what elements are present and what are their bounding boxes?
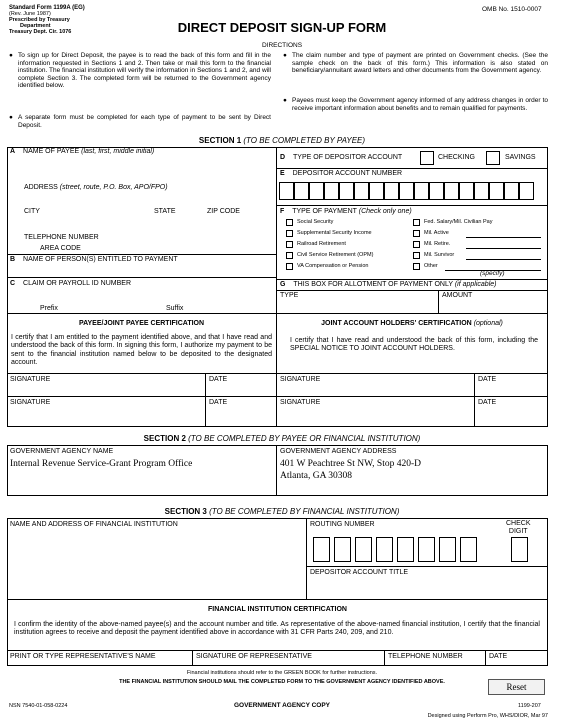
- joint-signature-label: SIGNATURE: [280, 376, 321, 383]
- fi-cert-text: I confirm the identity of the above-named payee(s) and the account number and title. As representative of the above-named financial institution, I certify that the financial institution agrees to receive and deposit the payment identified above in accordance with 31 CFR Parts 240, 209, and 210.: [14, 621, 540, 637]
- payment-type-label: Mil. Survivor: [424, 252, 455, 258]
- divider: [306, 518, 307, 599]
- direction-4: ● Payees must keep the Government agency informed of any address changes in order to receive important information about benefits and to remain qualified for payments.: [283, 97, 548, 112]
- joint-cert-text: I certify that I have read and understood the back of this form, including the SPECIAL NOTICE TO JOINT ACCOUNT HOLDERS.: [290, 337, 538, 353]
- reset-button[interactable]: Reset: [488, 679, 545, 695]
- payment-type-label: Other: [424, 263, 438, 269]
- account-digit[interactable]: [429, 182, 444, 200]
- form-name: Standard Form 1199A (EG): [9, 5, 85, 11]
- zip-label: ZIP CODE: [207, 208, 240, 215]
- joint2-date-field[interactable]: [478, 408, 544, 424]
- specify-label: (specify): [480, 270, 505, 277]
- claim-number-field[interactable]: [40, 290, 210, 304]
- joint-signature-field[interactable]: [280, 384, 472, 395]
- entitled-persons-field[interactable]: [10, 265, 272, 276]
- routing-digit[interactable]: [334, 537, 351, 562]
- payment-type-label: Railroad Retirement: [297, 241, 346, 247]
- payment-type-label: VA Compensation or Pension: [297, 263, 369, 269]
- ssi-checkbox[interactable]: [286, 230, 293, 237]
- routing-digit[interactable]: [313, 537, 330, 562]
- payment-type-label: Mil. Retire.: [424, 241, 451, 247]
- telephone-label: TELEPHONE NUMBER: [24, 234, 99, 241]
- account-digit[interactable]: [474, 182, 489, 200]
- routing-digit[interactable]: [376, 537, 393, 562]
- payee-date-field[interactable]: [209, 384, 273, 395]
- account-digit[interactable]: [324, 182, 339, 200]
- rep-telephone-label: TELEPHONE NUMBER: [388, 653, 463, 660]
- railroad-retirement-checkbox[interactable]: [286, 241, 293, 248]
- bullet-icon: ●: [9, 114, 13, 121]
- payee-name-field[interactable]: [10, 158, 272, 180]
- mail-instruction: THE FINANCIAL INSTITUTION SHOULD MAIL THE COMPLETED FORM TO THE GOVERNMENT AGENCY IDENTIFIED ABOVE.: [119, 679, 445, 685]
- payee-date-label: DATE: [209, 376, 228, 383]
- divider: [192, 650, 193, 666]
- directions-heading: DIRECTIONS: [261, 42, 303, 49]
- direction-3: ● The claim number and type of payment are printed on Government checks. (See the sample check on the back of this form.) This information is also stated on beneficiary/annuitant award letters and other documents from the Government agency.: [283, 52, 548, 75]
- prescribed-by: Prescribed by Treasury: [9, 17, 70, 23]
- form-number: 1199-207: [518, 703, 541, 709]
- divider: [384, 650, 385, 666]
- rep-name-label: PRINT OR TYPE REPRESENTATIVE'S NAME: [10, 653, 156, 660]
- divider: [7, 599, 548, 600]
- telephone-field[interactable]: [80, 242, 270, 253]
- mil-survivor-checkbox[interactable]: [413, 252, 420, 259]
- section1-divider: [276, 147, 277, 313]
- green-book-note: Financial institutions should refer to the GREEN BOOK for further instructions.: [186, 670, 378, 676]
- rep-signature-label: SIGNATURE OF REPRESENTATIVE: [196, 653, 312, 660]
- allotment-type-field[interactable]: [280, 300, 435, 312]
- account-digit[interactable]: [354, 182, 369, 200]
- fi-cert-title: FINANCIAL INSTITUTION CERTIFICATION: [208, 606, 347, 613]
- nsn-number: NSN 7540-01-058-0224: [9, 703, 68, 709]
- joint-cert-title: JOINT ACCOUNT HOLDERS' CERTIFICATION (optional): [321, 320, 503, 327]
- joint-date-label: DATE: [478, 376, 497, 383]
- fi-name-label: NAME AND ADDRESS OF FINANCIAL INSTITUTION: [10, 521, 178, 528]
- divider: [276, 168, 548, 169]
- prefix-label: Prefix: [40, 305, 58, 312]
- joint2-date-label: DATE: [478, 399, 497, 406]
- direction-1: ● To sign up for Direct Deposit, the payee is to read the back of this form and fill in the information requested in Sections 1 and 2. Then take or mail this form to the financial institution. The financial institution will verify the information in Sections 1 and 2, and will complete Section 3. The completed form will be returned to the Government agency identified below.: [9, 52, 271, 90]
- routing-digit[interactable]: [439, 537, 456, 562]
- payee-cert-title: PAYEE/JOINT PAYEE CERTIFICATION: [78, 320, 205, 327]
- department: Department: [20, 23, 51, 29]
- omb-number: OMB No. 1510-0007: [482, 6, 542, 13]
- savings-label: SAVINGS: [505, 154, 536, 161]
- divider: [466, 237, 541, 238]
- va-compensation-checkbox[interactable]: [286, 263, 293, 270]
- divider: [205, 373, 206, 427]
- account-digit[interactable]: [504, 182, 519, 200]
- divider: [7, 277, 276, 278]
- divider: [438, 290, 439, 313]
- form-revision: (Rev. June 1987): [9, 11, 51, 17]
- civil-service-checkbox[interactable]: [286, 252, 293, 259]
- fi-name-field[interactable]: [10, 531, 302, 596]
- agency-address-label: GOVERNMENT AGENCY ADDRESS: [280, 448, 397, 455]
- account-digit[interactable]: [339, 182, 354, 200]
- divider: [7, 254, 276, 255]
- divider: [276, 290, 548, 291]
- divider: [466, 259, 541, 260]
- field-b-label: B NAME OF PERSON(S) ENTITLED TO PAYMENT: [10, 256, 178, 263]
- check-digit-box[interactable]: [511, 537, 528, 562]
- joint-payee-signature-label: SIGNATURE: [10, 399, 51, 406]
- state-label: STATE: [154, 208, 176, 215]
- divider: [7, 650, 548, 651]
- checking-label: CHECKING: [438, 154, 475, 161]
- designed-by: Designed using Perform Pro, WHS/DIOR, Mar 97: [427, 713, 548, 719]
- check-digit-label: CHECK DIGIT: [506, 520, 531, 535]
- account-digit[interactable]: [294, 182, 309, 200]
- joint2-signature-label: SIGNATURE: [280, 399, 321, 406]
- account-title-field[interactable]: [310, 578, 544, 597]
- divider: [306, 566, 548, 567]
- payee-cert-text: I certify that I am entitled to the payment identified above, and that I have read and understood the back of this form. In signing this form, I authorize my payment to be sent to the financial institution named below to be deposited to the designated account.: [11, 334, 272, 367]
- bullet-icon: ●: [283, 52, 287, 59]
- suffix-label: Suffix: [166, 305, 184, 312]
- field-d-label: D TYPE OF DEPOSITOR ACCOUNT: [280, 154, 403, 161]
- divider: [7, 396, 548, 397]
- field-g-label: G THIS BOX FOR ALLOTMENT OF PAYMENT ONLY (if applicable): [280, 281, 497, 288]
- field-c-label: C CLAIM OR PAYROLL ID NUMBER: [10, 280, 132, 287]
- routing-digit[interactable]: [355, 537, 372, 562]
- routing-digit[interactable]: [397, 537, 414, 562]
- payment-type-label: Supplemental Security Income: [297, 230, 372, 236]
- payment-type-label: Fed. Salary/Mil. Civilian Pay: [424, 219, 493, 225]
- account-digit[interactable]: [519, 182, 534, 200]
- agency-name-value[interactable]: Internal Revenue Service-Grant Program Office: [10, 459, 193, 469]
- joint-payee-date-field[interactable]: [209, 408, 273, 424]
- divider: [466, 248, 541, 249]
- payment-type-label: Civil Service Retirement (OPM): [297, 252, 374, 258]
- federal-salary-checkbox[interactable]: [413, 219, 420, 226]
- payment-type-label: Mil. Active: [424, 230, 449, 236]
- account-digit[interactable]: [444, 182, 459, 200]
- field-e-label: E DEPOSITOR ACCOUNT NUMBER: [280, 170, 403, 177]
- field-a-label: A NAME OF PAYEE (last, first, middle initial): [10, 148, 155, 155]
- section2-heading: SECTION 2 (TO BE COMPLETED BY PAYEE OR FINANCIAL INSTITUTION): [143, 434, 421, 443]
- account-digit[interactable]: [369, 182, 384, 200]
- payee-signature-field[interactable]: [10, 384, 202, 395]
- joint-payee-signature-field[interactable]: [10, 408, 202, 424]
- divider: [7, 373, 548, 374]
- section3-heading: SECTION 3 (TO BE COMPLETED BY FINANCIAL INSTITUTION): [164, 507, 400, 516]
- copy-label: GOVERNMENT AGENCY COPY: [233, 702, 331, 709]
- divider: [276, 445, 277, 496]
- divider: [7, 313, 548, 314]
- account-digit[interactable]: [384, 182, 399, 200]
- allotment-amount-field[interactable]: [442, 300, 546, 312]
- account-digit[interactable]: [459, 182, 474, 200]
- allotment-amount-label: AMOUNT: [442, 292, 473, 299]
- joint2-signature-field[interactable]: [280, 408, 472, 424]
- payment-type-label: Social Security: [297, 219, 334, 225]
- payee-signature-label: SIGNATURE: [10, 376, 51, 383]
- agency-address-line2[interactable]: Atlanta, GA 30308: [280, 471, 353, 481]
- address-label: ADDRESS (street, route, P.O. Box, APO/FPO): [24, 184, 168, 191]
- section1-heading: SECTION 1 (TO BE COMPLETED BY PAYEE): [198, 136, 366, 145]
- agency-address-line1[interactable]: 401 W Peachtree St NW, Stop 420-D: [280, 459, 421, 469]
- field-f-label: F TYPE OF PAYMENT (Check only one): [280, 208, 412, 215]
- account-digit[interactable]: [399, 182, 414, 200]
- account-digit[interactable]: [414, 182, 429, 200]
- city-label: CITY: [24, 208, 40, 215]
- account-digit[interactable]: [489, 182, 504, 200]
- routing-digit[interactable]: [418, 537, 435, 562]
- rep-date-label: DATE: [489, 653, 508, 660]
- direction-2: ● A separate form must be completed for each type of payment to be sent by Direct Deposit.: [9, 114, 271, 129]
- account-digit[interactable]: [309, 182, 324, 200]
- divider: [474, 373, 475, 427]
- divider: [276, 313, 277, 427]
- treasury-circular: Treasury Dept. Cir. 1076: [9, 29, 72, 35]
- routing-number-label: ROUTING NUMBER: [310, 521, 375, 528]
- address-field[interactable]: [24, 193, 272, 207]
- divider: [276, 205, 548, 206]
- allotment-type-label: TYPE: [280, 292, 299, 299]
- joint-payee-date-label: DATE: [209, 399, 228, 406]
- bullet-icon: ●: [283, 97, 287, 104]
- agency-name-label: GOVERNMENT AGENCY NAME: [10, 448, 114, 455]
- mil-active-checkbox[interactable]: [413, 230, 420, 237]
- divider: [485, 650, 486, 666]
- account-number-boxes[interactable]: [279, 182, 545, 204]
- city-state-zip-field[interactable]: [24, 217, 272, 231]
- mil-retire-checkbox[interactable]: [413, 241, 420, 248]
- account-title-label: DEPOSITOR ACCOUNT TITLE: [310, 569, 409, 576]
- other-checkbox[interactable]: [413, 263, 420, 270]
- social-security-checkbox[interactable]: [286, 219, 293, 226]
- form-title: DIRECT DEPOSIT SIGN-UP FORM: [177, 20, 387, 35]
- area-code-label: AREA CODE: [40, 245, 81, 252]
- savings-checkbox[interactable]: [486, 151, 500, 165]
- joint-date-field[interactable]: [478, 384, 544, 395]
- bullet-icon: ●: [9, 52, 13, 59]
- routing-digit[interactable]: [460, 537, 477, 562]
- account-digit[interactable]: [279, 182, 294, 200]
- divider: [276, 279, 548, 280]
- checking-checkbox[interactable]: [420, 151, 434, 165]
